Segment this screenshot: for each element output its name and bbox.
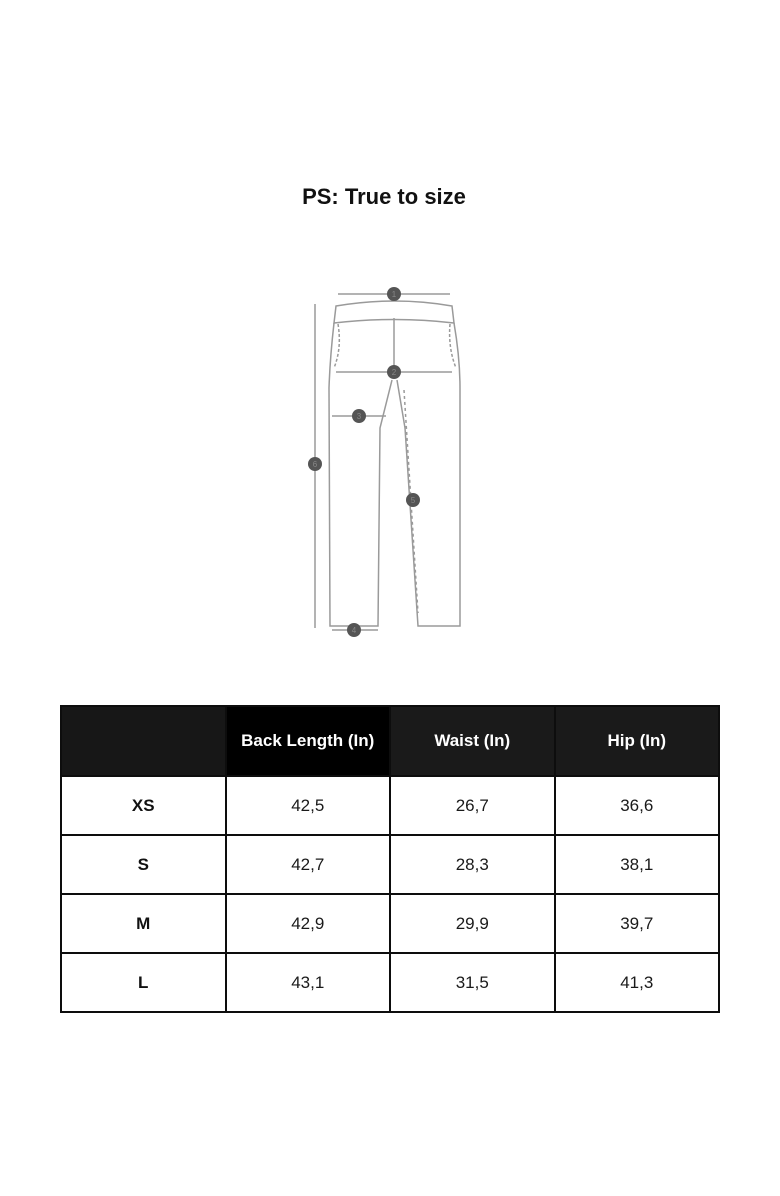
svg-text:2: 2 xyxy=(391,368,397,377)
hip-value: 38,1 xyxy=(555,835,720,894)
svg-text:5: 5 xyxy=(410,496,416,505)
header-size xyxy=(61,706,226,776)
table-row xyxy=(61,776,719,835)
waist-value: 31,5 xyxy=(390,953,555,1012)
hip-value: 36,6 xyxy=(555,776,720,835)
back-length-value: 42,9 xyxy=(226,894,391,953)
header-back-length: Back Length (In) xyxy=(226,706,391,776)
svg-text:3: 3 xyxy=(356,412,362,421)
table-header-row xyxy=(61,706,719,776)
svg-text:1: 1 xyxy=(391,290,397,299)
size-label: S xyxy=(61,835,226,894)
svg-text:6: 6 xyxy=(312,460,318,469)
back-length-value: 42,5 xyxy=(226,776,391,835)
waist-value: 28,3 xyxy=(390,835,555,894)
header-hip: Hip (In) xyxy=(555,706,720,776)
pants-measurement-diagram xyxy=(300,278,480,648)
size-label: XS xyxy=(61,776,226,835)
svg-text:4: 4 xyxy=(351,626,357,635)
hip-value: 39,7 xyxy=(555,894,720,953)
table-row xyxy=(61,835,719,894)
back-length-value: 43,1 xyxy=(226,953,391,1012)
size-label: M xyxy=(61,894,226,953)
page-title: PS: True to size xyxy=(302,184,466,209)
size-label: L xyxy=(61,953,226,1012)
table-row xyxy=(61,953,719,1012)
header-waist: Waist (In) xyxy=(390,706,555,776)
hip-value: 41,3 xyxy=(555,953,720,1012)
table-row xyxy=(61,894,719,953)
back-length-value: 42,7 xyxy=(226,835,391,894)
waist-value: 29,9 xyxy=(390,894,555,953)
size-chart-table xyxy=(60,705,720,1013)
waist-value: 26,7 xyxy=(390,776,555,835)
